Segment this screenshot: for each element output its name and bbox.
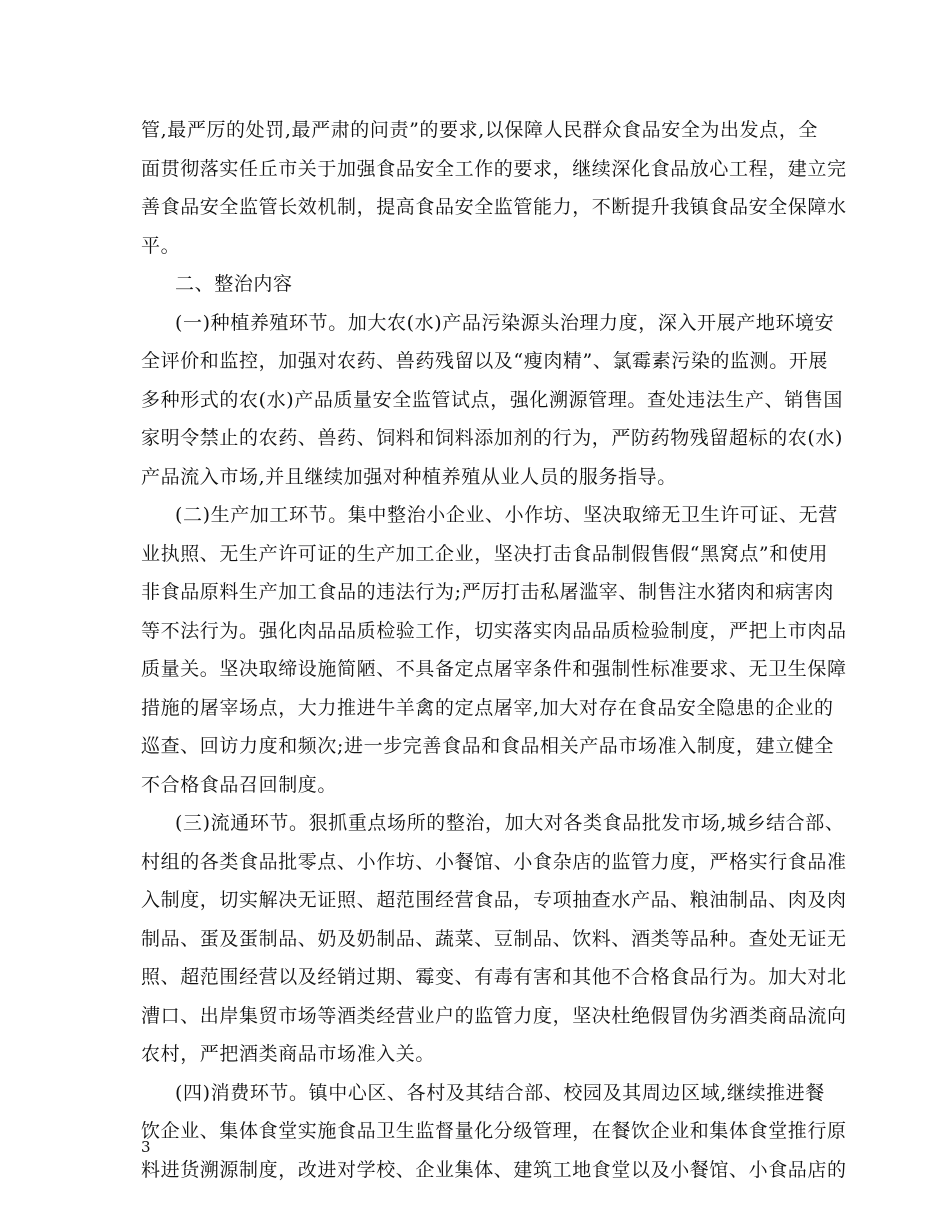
paragraph-first-line: (一)种植养殖环节。加大农(水)产品污染源头治理力度，深入开展产地环境安 <box>175 312 835 334</box>
body-line: 入制度，切实解决无证照、超范围经营食品，专项抽查水产品、粮油制品、肉及肉 <box>141 889 847 911</box>
body-line: 制品、蛋及蛋制品、奶及奶制品、蔬菜、豆制品、饮料、酒类等品种。查处无证无 <box>141 928 847 950</box>
body-line: 平。 <box>141 235 181 257</box>
body-line: 面贯彻落实任丘市关于加强食品安全工作的要求，继续深化食品放心工程，建立完 <box>141 158 847 180</box>
body-line: 料进货溯源制度，改进对学校、企业集体、建筑工地食堂以及小餐馆、小食品店的 <box>141 1159 847 1181</box>
body-line: 非食品原料生产加工食品的违法行为;严厉打击私屠滥宰、制售注水猪肉和病害肉 <box>141 581 835 603</box>
body-line: 多种形式的农(水)产品质量安全监管试点，强化溯源管理。查处违法生产、销售国 <box>141 389 844 411</box>
body-line: 等不法行为。强化肉品品质检验工作，切实落实肉品品质检验制度，严把上市肉品 <box>141 620 847 642</box>
body-line: 村组的各类食品批零点、小作坊、小餐馆、小食杂店的监管力度，严格实行食品准 <box>141 851 847 873</box>
page-number: 3 <box>141 1138 151 1156</box>
body-line: 家明令禁止的农药、兽药、饲料和饲料添加剂的行为，严防药物残留超标的农(水) <box>141 427 844 449</box>
body-line: 巡查、回访力度和频次;进一步完善食品和食品相关产品市场准入制度，建立健全 <box>141 735 835 757</box>
paragraph-first-line: (二)生产加工环节。集中整治小企业、小作坊、坚决取缔无卫生许可证、无营 <box>175 504 838 526</box>
body-line: 饮企业、集体食堂实施食品卫生监督量化分级管理，在餐饮企业和集体食堂推行原 <box>141 1120 847 1142</box>
paragraph-first-line: (四)消费环节。镇中心区、各村及其结合部、校园及其周边区域,继续推进餐 <box>175 1082 825 1104</box>
section-heading: 二、整治内容 <box>175 273 293 295</box>
body-line: 全评价和监控，加强对农药、兽药残留以及“瘦肉精”、氯霉素污染的监测。开展 <box>141 350 829 372</box>
body-line: 质量关。坚决取缔设施简陋、不具备定点屠宰条件和强制性标准要求、无卫生保障 <box>141 658 847 680</box>
body-line: 产品流入市场,并且继续加强对种植养殖从业人员的服务指导。 <box>141 466 677 488</box>
body-line: 不合格食品召回制度。 <box>141 774 338 796</box>
body-line: 农村，严把酒类商品市场准入关。 <box>141 1043 436 1065</box>
paragraph-first-line: (三)流通环节。狠抓重点场所的整治，加大对各类食品批发市场,城乡结合部、 <box>175 812 845 834</box>
body-line: 照、超范围经营以及经销过期、霉变、有毒有害和其他不合格食品行为。加大对北 <box>141 966 847 988</box>
body-line: 善食品安全监管长效机制，提高食品安全监管能力，不断提升我镇食品安全保障水 <box>141 196 847 218</box>
body-line: 漕口、出岸集贸市场等酒类经营业户的监管力度，坚决杜绝假冒伪劣酒类商品流向 <box>141 1005 847 1027</box>
body-line: 措施的屠宰场点，大力推进牛羊禽的定点屠宰,加大对存在食品安全隐患的企业的 <box>141 697 834 719</box>
body-line: 管,最严厉的处罚,最严肃的问责”的要求,以保障人民群众食品安全为出发点，全 <box>141 119 819 141</box>
body-line: 业执照、无生产许可证的生产加工企业，坚决打击食品制假售假“黑窝点”和使用 <box>141 543 829 565</box>
